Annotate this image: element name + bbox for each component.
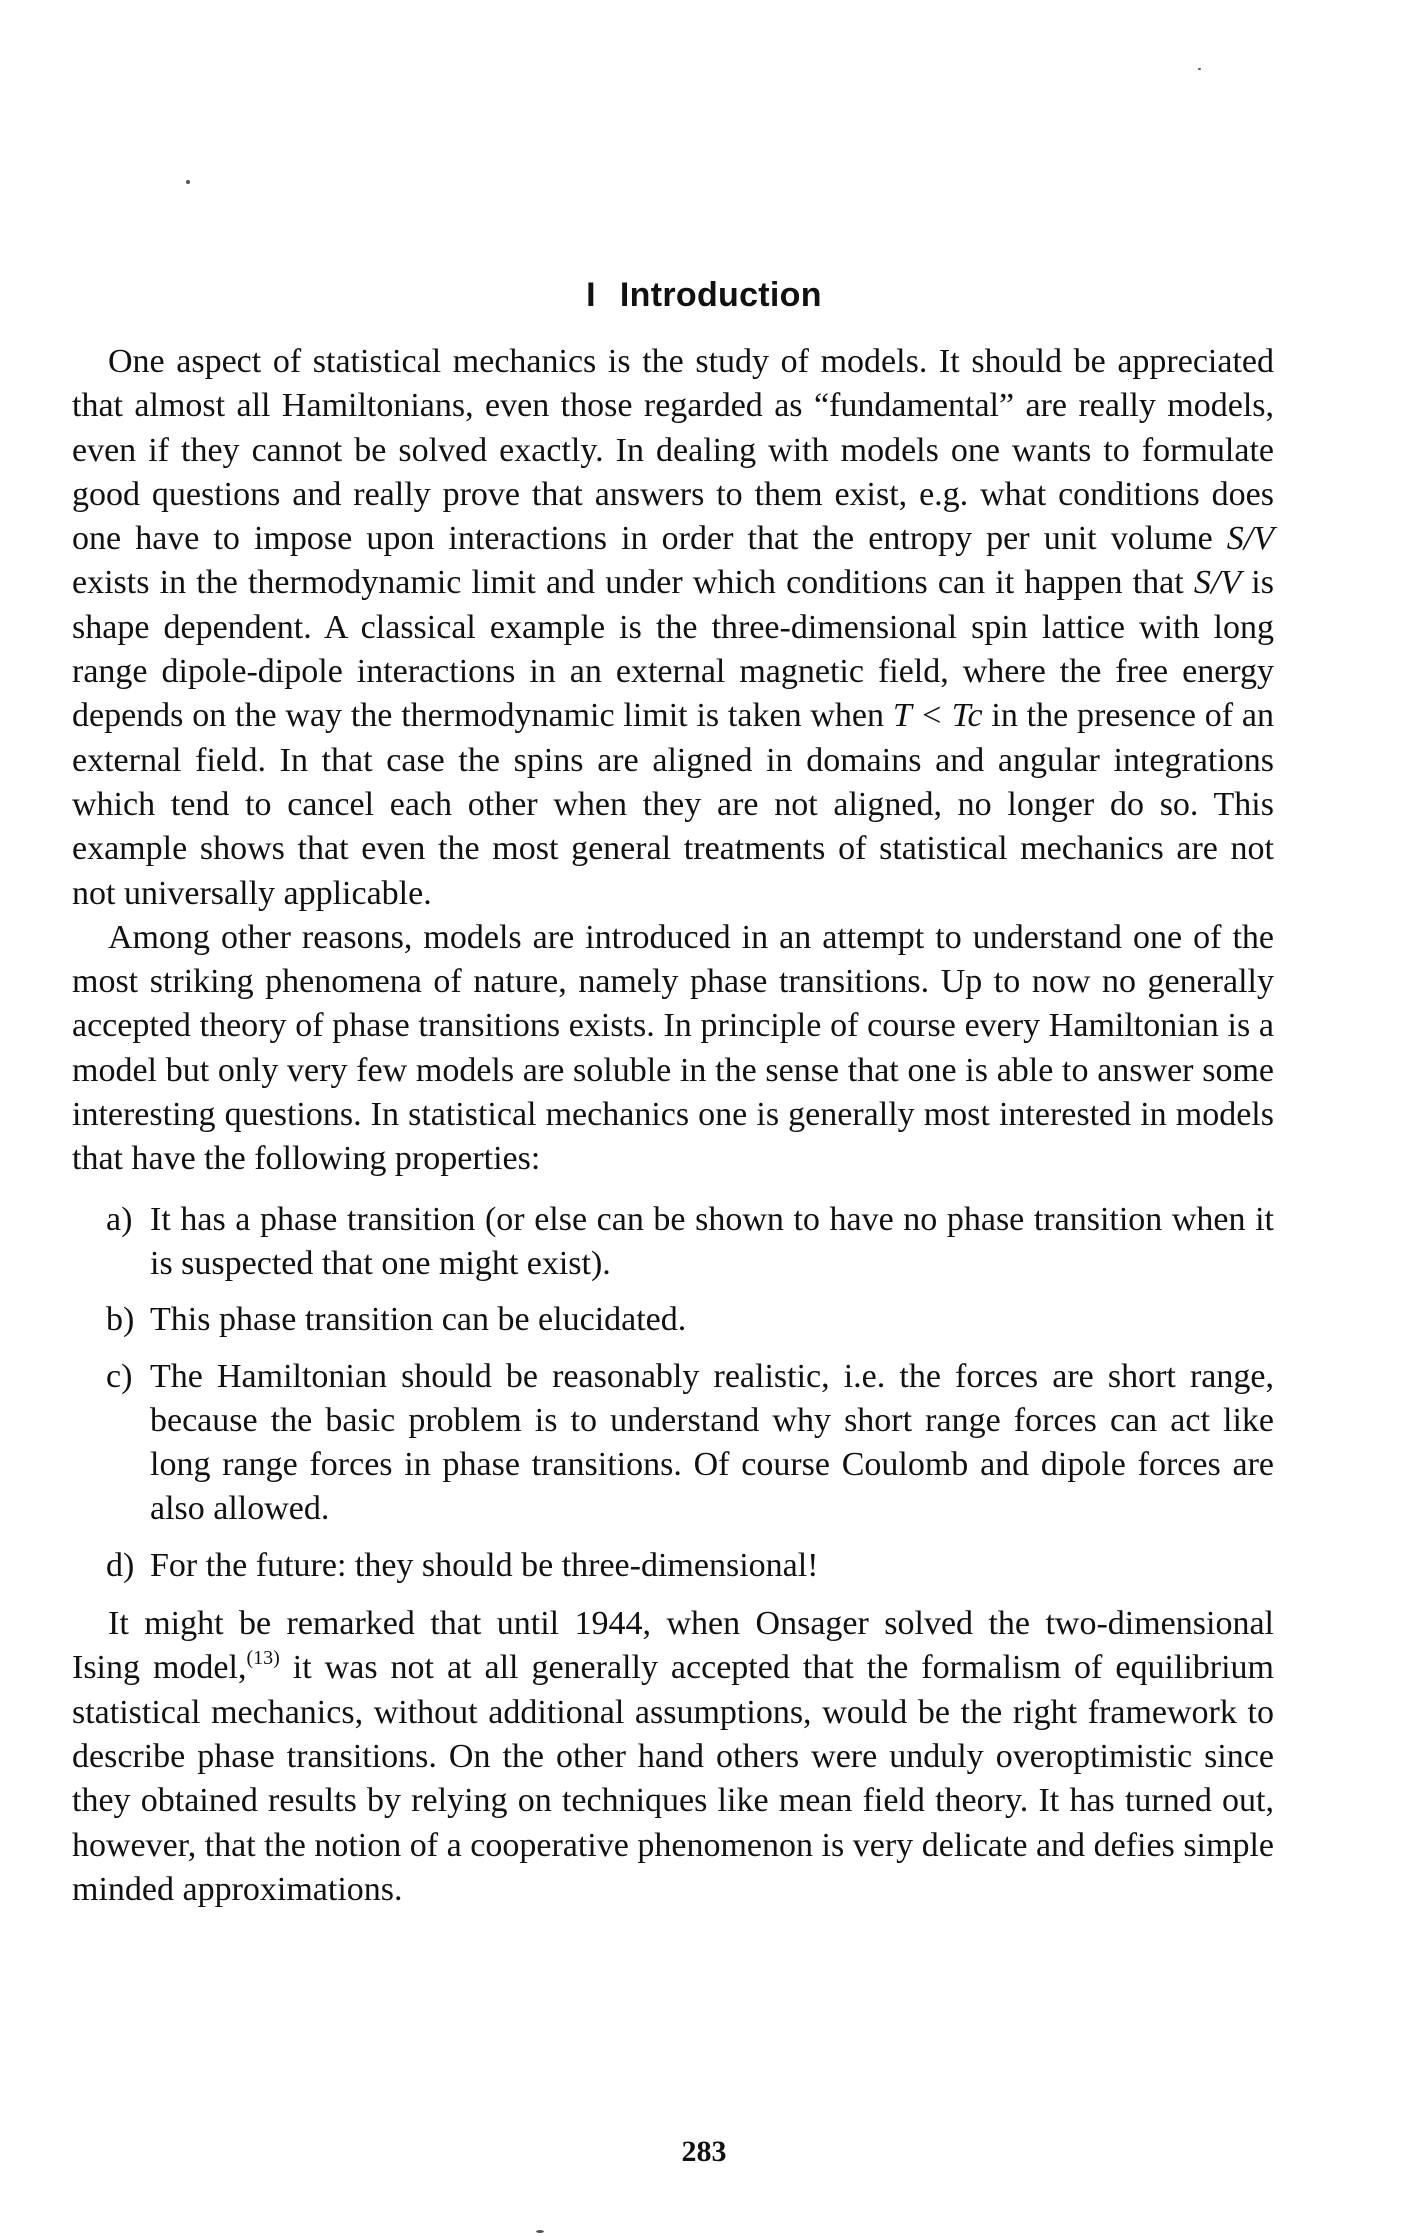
- section-title: Introduction: [619, 276, 822, 314]
- body-text: [72, 340, 1274, 1912]
- scan-speck: [186, 180, 190, 184]
- critical-temperature-condition: T < Tc: [892, 697, 983, 735]
- paragraph-3-text-a: It might be remarked that until 1944, when Onsager solved the two-dimensional Ising model,: [72, 1605, 1274, 1687]
- entropy-per-volume-symbol: S/V: [1193, 564, 1242, 602]
- list-item: [72, 1198, 1274, 1287]
- scan-speck: [1198, 68, 1201, 70]
- section-number: I: [586, 276, 596, 314]
- paragraph-3-text-b: it was not at all generally accepted that the formalism of equilibrium statistical mechanics, without additional assumptions, would be the right framework to describe phase transitions. On the other hand others were unduly overoptimistic since they obtained results by relying on techniques like mean field theory. It has turned out, however, that the notion of a cooperative phenomenon is very delicate and defies simple minded approximations.: [72, 1649, 1275, 1908]
- model-properties-list: [72, 1198, 1274, 1588]
- paragraph-1-text-a: One aspect of statistical mechanics is the study of models. It should be appreciated that almost all Hamiltonians, even those regarded as “fundamental” are really models, even if they cannot be solved exactly. In dealing with models one wants to formulate good questions and really prove that answers to them exist, e.g. what conditions does one have to impose upon interactions in order that the entropy per unit volume: [72, 343, 1274, 558]
- paragraph-1-text-c: is shape dependent. A classical example is the three-dimensional spin lattice with long range dipole-dipole interactions in an external magnetic field, where the free energy depends on the way the thermodynamic limit is taken when: [72, 564, 1274, 735]
- list-item-marker: a): [106, 1200, 133, 1238]
- list-item: [72, 1355, 1274, 1532]
- paragraph-1-text-d: in the presence of an external field. In that case the spins are aligned in domains and angular integrations which tend to cancel each other when they are not aligned, no longer do so. This example shows that even the most general treatments of statistical mechanics are not not universally applicable.: [72, 697, 1274, 912]
- list-item-marker: c): [106, 1357, 133, 1395]
- list-item: [72, 1544, 1274, 1588]
- paragraph-2: Among other reasons, models are introduced in an attempt to understand one of the most striking phenomena of nature, namely phase transitions. Up to now no generally accepted theory of phase transitions exists. In principle of course every Hamiltonian is a model but only very few models are soluble in the sense that one is able to answer some interesting questions. In statistical mechanics one is generally most interested in models that have the following properties:: [72, 918, 1274, 1178]
- section-heading: [0, 276, 1408, 315]
- list-item: [72, 1298, 1274, 1342]
- scan-speck: [536, 2230, 544, 2233]
- paragraph-3: [72, 1602, 1274, 1912]
- paragraph-1-text-b: exists in the thermodynamic limit and under which conditions can it happen that: [72, 564, 1194, 602]
- page-number: 283: [681, 2135, 727, 2168]
- list-item-text: This phase transition can be elucidated.: [150, 1301, 687, 1339]
- list-item-text: For the future: they should be three-dimensional!: [150, 1546, 819, 1584]
- citation-reference: (13): [246, 1647, 280, 1670]
- list-item-text: It has a phase transition (or else can be shown to have no phase transition when it is suspected that one might exist).: [150, 1200, 1274, 1282]
- list-item-marker: b): [106, 1301, 135, 1339]
- list-item-text: The Hamiltonian should be reasonably realistic, i.e. the forces are short range, because the basic problem is to understand why short range forces can act like long range forces in phase transitions. Of course Coulomb and dipole forces are also allowed.: [150, 1357, 1274, 1528]
- list-item-marker: d): [106, 1546, 135, 1584]
- paragraph-1: [72, 340, 1274, 916]
- entropy-per-volume-symbol: S/V: [1226, 520, 1274, 558]
